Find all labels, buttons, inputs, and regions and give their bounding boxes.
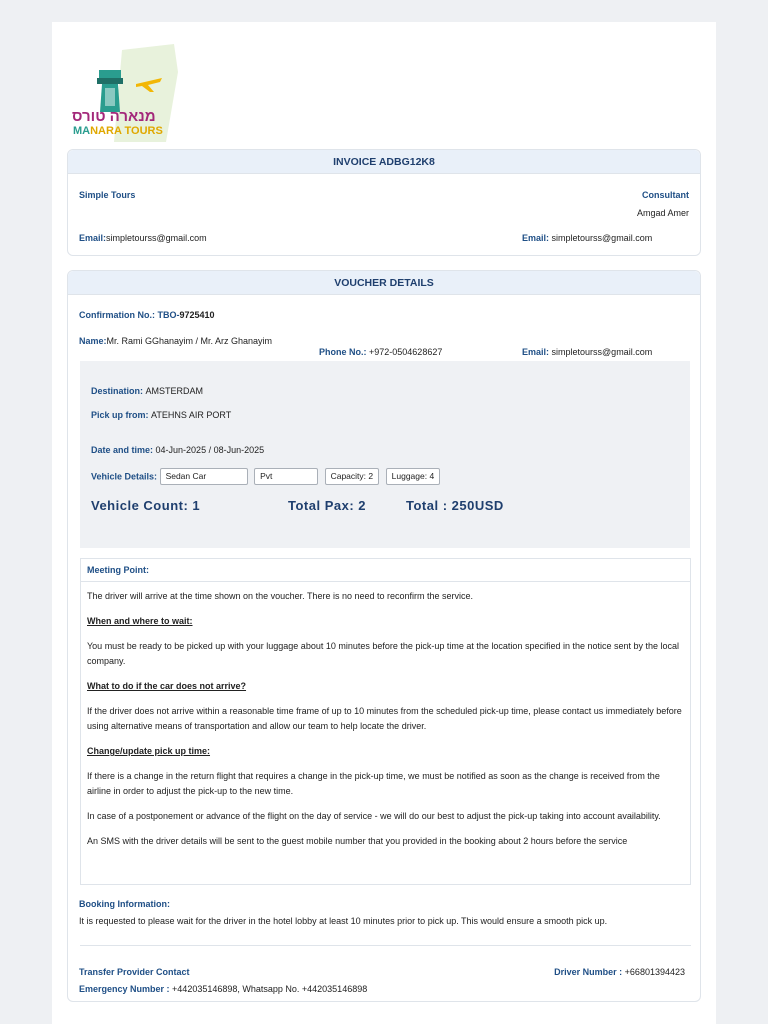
consultant-name: Amgad Amer bbox=[636, 208, 689, 218]
voucher-email bbox=[522, 347, 652, 357]
meeting-subheading: What to do if the car does not arrive? bbox=[87, 681, 247, 691]
capacity-field: Capacity: 2 bbox=[325, 468, 380, 485]
meeting-point-body bbox=[81, 582, 690, 849]
company-email bbox=[79, 233, 207, 243]
passenger-name bbox=[79, 336, 272, 346]
booking-info-title: Booking Information: bbox=[79, 899, 170, 909]
invoice-page bbox=[52, 22, 716, 1024]
total-pax: Total Pax: 2 bbox=[288, 498, 367, 513]
consultant-email bbox=[522, 233, 652, 243]
total-price: Total : 250USD bbox=[406, 498, 504, 513]
confirmation-value: 9725410 bbox=[179, 310, 215, 320]
phone-label: Phone No.: bbox=[319, 347, 367, 357]
pickup-value: ATEHNS AIR PORT bbox=[151, 410, 232, 420]
passenger-name-label: Name: bbox=[79, 336, 107, 346]
destination-label: Destination: bbox=[91, 386, 144, 396]
vehicle-label: Vehicle Details: bbox=[91, 471, 158, 482]
booking-info-text: It is requested to please wait for the driver in the hotel lobby at least 10 minutes prior to pick up. This would ensure a smooth pick up. bbox=[79, 916, 608, 926]
driver-number-value[interactable]: +66801394423 bbox=[624, 967, 685, 977]
meeting-point-section bbox=[80, 558, 691, 885]
emergency-number-value[interactable]: +442035146898, Whatsapp No. +442035146898 bbox=[172, 984, 368, 994]
pickup-location bbox=[91, 410, 231, 420]
meeting-paragraph: If the driver does not arrive within a reasonable time frame of up to 10 minutes from the scheduled pick-up time, please contact us immediately before using alternative means of transportation and allow our team to help locate the driver. bbox=[87, 706, 682, 731]
datetime-value: 04-Jun-2025 / 08-Jun-2025 bbox=[155, 445, 265, 455]
destination-value: AMSTERDAM bbox=[145, 386, 204, 396]
invoice-card bbox=[67, 149, 701, 256]
luggage-field: Luggage: 4 bbox=[386, 468, 441, 485]
logo-hebrew-text: מנארה טורס bbox=[72, 108, 156, 125]
consultant-email-label: Email: bbox=[522, 233, 550, 243]
meeting-paragraph: An SMS with the driver details will be sent to the guest mobile number that you provided in the booking about 2 hours before the service bbox=[87, 836, 628, 846]
logo-prefix: MA bbox=[73, 125, 91, 137]
vehicle-count: Vehicle Count: 1 bbox=[91, 498, 201, 513]
consultant-label bbox=[642, 190, 689, 200]
consultant-email-value[interactable]: simpletourss@gmail.com bbox=[551, 233, 653, 243]
consultant-label-text: Consultant bbox=[642, 190, 689, 200]
meeting-subheading: When and where to wait: bbox=[87, 616, 193, 626]
vehicle-kind-field: Pvt bbox=[254, 468, 318, 485]
divider bbox=[80, 945, 691, 946]
logo-english-text bbox=[73, 125, 163, 137]
company-email-label: Email: bbox=[79, 233, 107, 243]
confirmation-number bbox=[79, 310, 215, 320]
manara-tours-logo bbox=[70, 32, 190, 142]
datetime-label: Date and time: bbox=[91, 445, 154, 455]
meeting-paragraph: If there is a change in the return flight that requires a change in the pick-up time, we must be notified as soon as the change is received from the airline in order to adjust the pick-up to the new time. bbox=[87, 771, 660, 796]
company-name: Simple Tours bbox=[79, 190, 136, 200]
emergency-number bbox=[79, 984, 367, 994]
meeting-paragraph: The driver will arrive at the time shown on the voucher. There is no need to reconfirm the service. bbox=[87, 591, 474, 601]
logo-suffix: NARA TOURS bbox=[90, 125, 163, 137]
voucher-email-value[interactable]: simpletourss@gmail.com bbox=[551, 347, 653, 357]
confirmation-label: Confirmation No.: TBO- bbox=[79, 310, 180, 320]
phone-value[interactable]: +972-0504628627 bbox=[369, 347, 443, 357]
voucher-card bbox=[67, 270, 701, 1002]
driver-number bbox=[554, 967, 685, 977]
driver-number-label: Driver Number : bbox=[554, 967, 623, 977]
company-email-value[interactable]: simpletourss@gmail.com bbox=[106, 233, 207, 243]
vehicle-type-field: Sedan Car bbox=[160, 468, 248, 485]
pickup-label: Pick up from: bbox=[91, 410, 149, 420]
meeting-point-title: Meeting Point: bbox=[81, 559, 690, 582]
voucher-title: VOUCHER DETAILS bbox=[68, 271, 700, 295]
transfer-provider-contact: Transfer Provider Contact bbox=[79, 967, 190, 977]
meeting-paragraph: You must be ready to be picked up with your luggage about 10 minutes before the pick-up time at the location specified in the notice sent by the local company. bbox=[87, 641, 680, 666]
date-time bbox=[91, 445, 264, 455]
voucher-email-label: Email: bbox=[522, 347, 550, 357]
invoice-title: INVOICE ADBG12K8 bbox=[68, 150, 700, 174]
vehicle-details bbox=[91, 468, 440, 485]
phone-number bbox=[319, 347, 442, 357]
meeting-subheading: Change/update pick up time: bbox=[87, 746, 211, 756]
transfer-details-panel bbox=[80, 361, 690, 548]
emergency-number-label: Emergency Number : bbox=[79, 984, 170, 994]
passenger-name-value: Mr. Rami GGhanayim / Mr. Arz Ghanayim bbox=[106, 336, 273, 346]
meeting-paragraph: In case of a postponement or advance of the flight on the day of service - we will do our best to adjust the pick-up taking into account availability. bbox=[87, 811, 661, 821]
destination bbox=[91, 386, 203, 396]
